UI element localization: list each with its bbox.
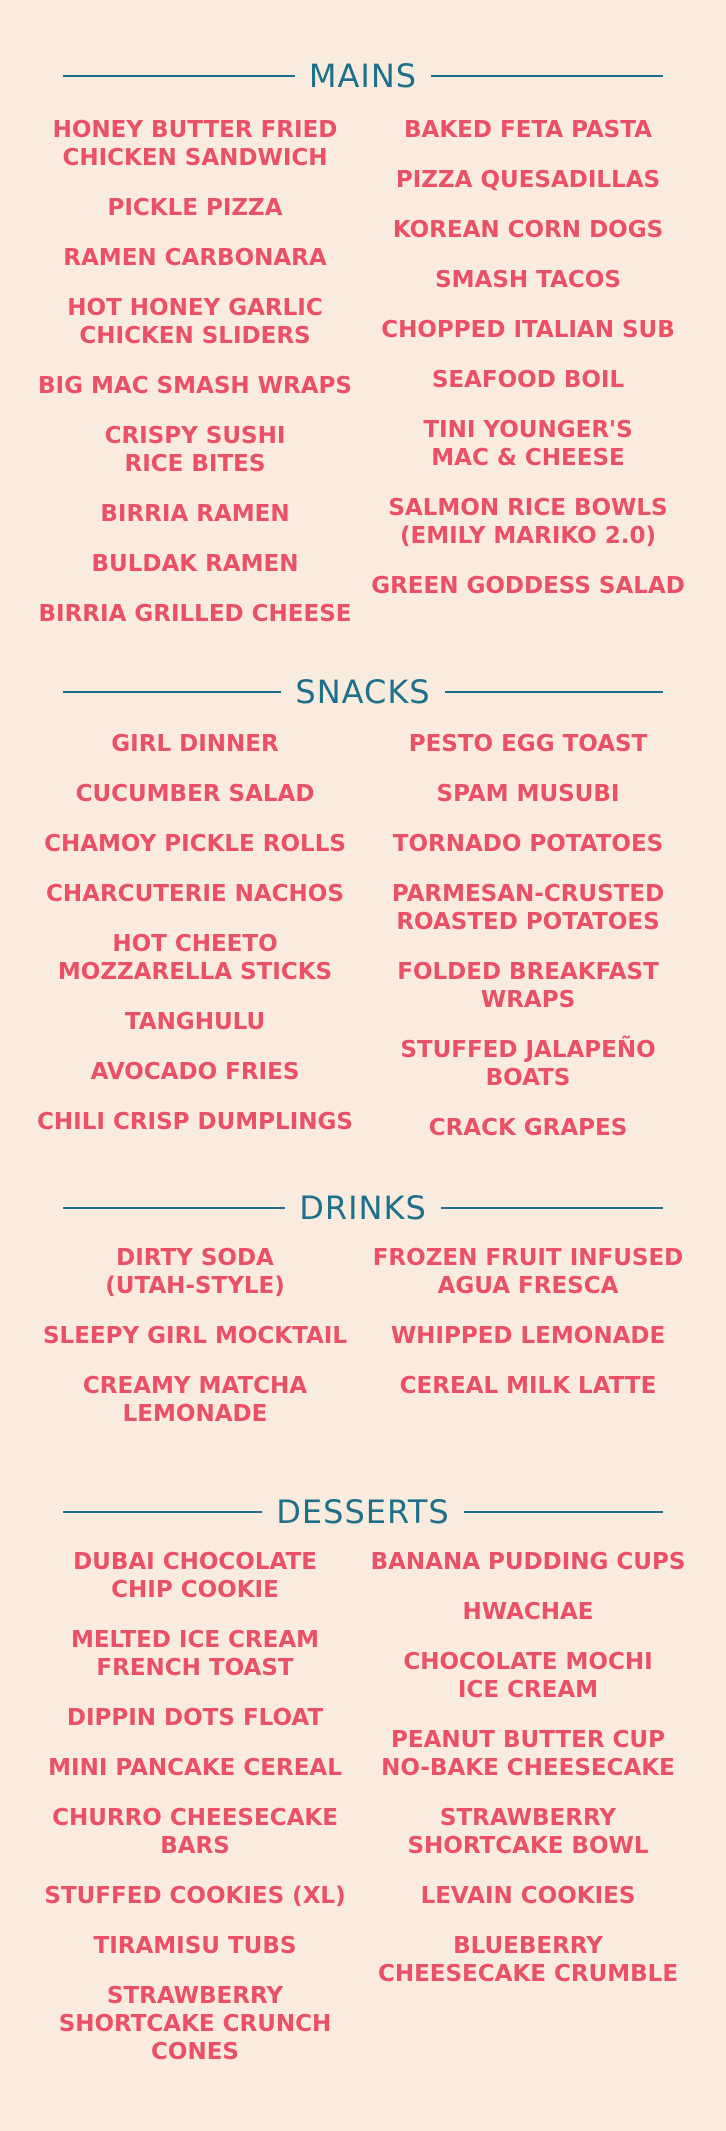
menu-item: CREAMY MATCHA LEMONADE <box>82 1373 308 1427</box>
menu-item: CHARCUTERIE NACHOS <box>46 881 344 907</box>
menu-item: WHIPPED LEMONADE <box>390 1323 666 1349</box>
menu-item: BAKED FETA PASTA <box>404 117 652 143</box>
menu-item: STRAWBERRY SHORTCAKE BOWL <box>407 1805 649 1859</box>
desserts-left-column <box>30 1548 360 2088</box>
heading-rule-left <box>63 1511 262 1513</box>
menu-item: CRISPY SUSHI RICE BITES <box>104 423 286 477</box>
menu-item: SLEEPY GIRL MOCKTAIL <box>42 1323 348 1349</box>
heading-rule-right <box>441 1207 663 1209</box>
menu-item: TORNADO POTATOES <box>392 831 664 857</box>
menu-item: SMASH TACOS <box>435 267 621 293</box>
heading-rule-right <box>464 1511 663 1513</box>
section-heading-row <box>63 670 663 714</box>
menu-item: PICKLE PIZZA <box>107 195 283 221</box>
menu-item: GIRL DINNER <box>111 731 279 757</box>
menu-item: PEANUT BUTTER CUP NO-BAKE CHEESECAKE <box>381 1727 675 1781</box>
menu-item: BIRRIA GRILLED CHEESE <box>38 601 352 627</box>
menu-item: KOREAN CORN DOGS <box>392 217 664 243</box>
menu-item: FROZEN FRUIT INFUSED AGUA FRESCA <box>372 1245 684 1299</box>
menu-item: HONEY BUTTER FRIED CHICKEN SANDWICH <box>52 117 338 171</box>
menu-item: BANANA PUDDING CUPS <box>370 1549 686 1575</box>
snacks-right-column <box>363 730 693 1164</box>
menu-item: CHOCOLATE MOCHI ICE CREAM <box>403 1649 653 1703</box>
menu-item: TINI YOUNGER'S MAC & CHEESE <box>423 417 633 471</box>
menu-item: CHOPPED ITALIAN SUB <box>381 317 675 343</box>
menu-item: AVOCADO FRIES <box>90 1059 300 1085</box>
section-title: DRINKS <box>299 1189 427 1227</box>
menu-item: MELTED ICE CREAM FRENCH TOAST <box>70 1627 320 1681</box>
menu-item: HOT HONEY GARLIC CHICKEN SLIDERS <box>67 295 323 349</box>
snacks-left-column <box>30 730 360 1158</box>
menu-item: PESTO EGG TOAST <box>408 731 648 757</box>
menu-item: DIPPIN DOTS FLOAT <box>66 1705 324 1731</box>
heading-rule-left <box>63 691 281 693</box>
section-title: MAINS <box>308 57 418 95</box>
heading-rule-right <box>431 75 663 77</box>
menu-item: DUBAI CHOCOLATE CHIP COOKIE <box>73 1549 317 1603</box>
heading-rule-left <box>63 75 295 77</box>
menu-item: SALMON RICE BOWLS (EMILY MARIKO 2.0) <box>388 495 668 549</box>
menu-item: RAMEN CARBONARA <box>63 245 327 271</box>
menu-item: CHILI CRISP DUMPLINGS <box>37 1109 353 1135</box>
menu-item: STRAWBERRY SHORTCAKE CRUNCH CONES <box>58 1983 332 2065</box>
section-heading-row <box>63 1490 663 1534</box>
section-title: DESSERTS <box>276 1493 450 1531</box>
heading-rule-right <box>445 691 663 693</box>
menu-item: GREEN GODDESS SALAD <box>371 573 685 599</box>
menu-item: CHAMOY PICKLE ROLLS <box>44 831 346 857</box>
mains-left-column <box>30 116 360 650</box>
desserts-right-column <box>363 1548 693 2010</box>
section-heading-row <box>63 54 663 98</box>
menu-item: MINI PANCAKE CEREAL <box>48 1755 342 1781</box>
menu-item: CHURRO CHEESECAKE BARS <box>52 1805 338 1859</box>
drinks-left-column <box>30 1244 360 1450</box>
menu-item: LEVAIN COOKIES <box>420 1883 636 1909</box>
menu-item: TIRAMISU TUBS <box>93 1933 297 1959</box>
menu-item: BIG MAC SMASH WRAPS <box>38 373 352 399</box>
drinks-right-column <box>363 1244 693 1422</box>
menu-item: CEREAL MILK LATTE <box>399 1373 657 1399</box>
menu-item: PARMESAN-CRUSTED ROASTED POTATOES <box>391 881 665 935</box>
heading-rule-left <box>63 1207 285 1209</box>
menu-item: STUFFED COOKIES (XL) <box>44 1883 346 1909</box>
menu-item: BIRRIA RAMEN <box>100 501 290 527</box>
menu-item: STUFFED JALAPEÑO BOATS <box>400 1037 656 1091</box>
mains-right-column <box>363 116 693 622</box>
menu-item: HOT CHEETO MOZZARELLA STICKS <box>57 931 333 985</box>
menu-item: BULDAK RAMEN <box>91 551 299 577</box>
menu-item: HWACHAE <box>462 1599 594 1625</box>
menu-item: FOLDED BREAKFAST WRAPS <box>397 959 659 1013</box>
menu-item: CRACK GRAPES <box>428 1115 628 1141</box>
menu-item: SEAFOOD BOIL <box>431 367 625 393</box>
menu-item: BLUEBERRY CHEESECAKE CRUMBLE <box>377 1933 679 1987</box>
menu-item: DIRTY SODA (UTAH-STYLE) <box>105 1245 285 1299</box>
menu-item: SPAM MUSUBI <box>436 781 620 807</box>
menu-item: PIZZA QUESADILLAS <box>395 167 661 193</box>
section-title: SNACKS <box>295 673 431 711</box>
menu-item: CUCUMBER SALAD <box>75 781 315 807</box>
section-heading-row <box>63 1186 663 1230</box>
menu-item: TANGHULU <box>124 1009 266 1035</box>
